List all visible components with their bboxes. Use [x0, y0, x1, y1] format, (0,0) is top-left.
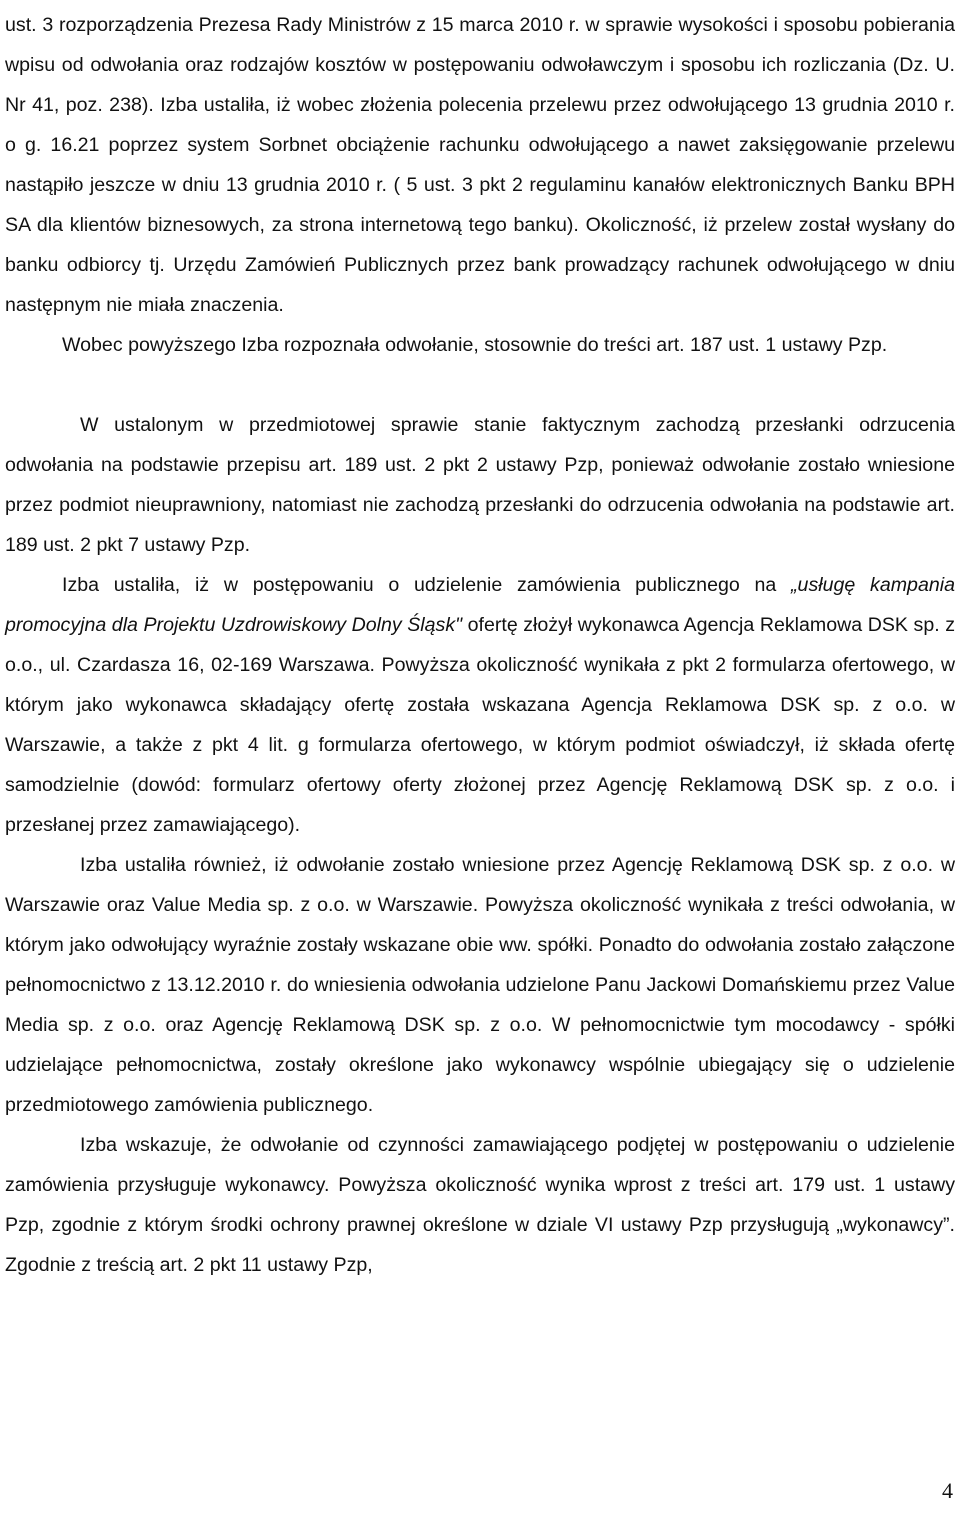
paragraph-offer-findings — [5, 565, 955, 845]
paragraph-appeal-findings: Izba ustaliła również, iż odwołanie zostało wniesione przez Agencję Reklamową DSK sp. z o.o. w Warszawie oraz Value Media sp. z o.o. w Warszawie. Powyższa okoliczność wynikała z treści odwołania, w którym jako odwołujący wyraźnie zostały wskazane obie ww. spółki. Ponadto do odwołania zostało załączone pełnomocnictwo z 13.12.2010 r. do wniesienia odwołania udzielone Panu Jackowi Domańskiemu przez Value Media sp. z o.o. oraz Agencję Reklamową DSK sp. z o.o. W pełnomocnictwie tym mocodawcy - spółki udzielające pełnomocnictwa, zostały określone jako wykonawcy wspólnie ubiegający się o udzielenie przedmiotowego zamówienia publicznego. — [5, 854, 955, 1116]
paragraph-legal-reasoning: Izba wskazuje, że odwołanie od czynności zamawiającego podjętej w postępowaniu o udzielenie zamówienia przysługuje wykonawcy. Powyższa okoliczność wynika wprost z treści art. 179 ust. 1 ustawy Pzp, zgodnie z którym środki ochrony prawnej określone w dziale VI ustawy Pzp przysługują „wykonawcy”. Zgodnie z treścią art. 2 pkt 11 ustawy Pzp, — [5, 1134, 955, 1276]
page-number: 4 — [942, 1478, 953, 1503]
document-page — [5, 0, 955, 1285]
paragraph-offer-findings-start: Izba ustaliła, iż w postępowaniu o udzielenie zamówienia publicznego na — [62, 574, 792, 596]
paragraph-grounds-for-rejection: W ustalonym w przedmiotowej sprawie stanie faktycznym zachodzą przesłanki odrzucenia odwołania na podstawie przepisu art. 189 ust. 2 pkt 2 ustawy Pzp, ponieważ odwołanie zostało wniesione przez podmiot nieuprawniony, natomiast nie zachodzą przesłanki do odrzucenia odwołania na podstawie art. 189 ust. 2 pkt 7 ustawy Pzp. — [5, 414, 955, 556]
contract-title-italic: „usługę kampania promocyjna dla Projektu Uzdrowiskowy Dolny Śląsk" — [5, 574, 955, 636]
paragraph-offer-findings-rest: ofertę złożył wykonawca Agencja Reklamowa DSK sp. z o.o., ul. Czardasza 16, 02-169 Warszawa. Powyższa okoliczność wynikała z pkt 2 formularza ofertowego, w którym jako wykonawca składający ofertę została wskazana Agencja Reklamowa DSK sp. z o.o. w Warszawie, a także z pkt 4 lit. g formularza ofertowego, w którym podmiot oświadczył, iż składa ofertę samodzielnie (dowód: formularz ofertowy oferty złożonej przez Agencję Reklamową DSK sp. z o.o. i przesłanej przez zamawiającego). — [5, 614, 955, 836]
paragraph-examination: Wobec powyższego Izba rozpoznała odwołanie, stosownie do treści art. 187 ust. 1 ustawy Pzp. — [62, 334, 888, 356]
paragraph-continuation: ust. 3 rozporządzenia Prezesa Rady Ministrów z 15 marca 2010 r. w sprawie wysokości i sposobu pobierania wpisu od odwołania oraz rodzajów kosztów w postępowaniu odwoławczym i sposobu ich rozliczania (Dz. U. Nr 41, poz. 238). Izba ustaliła, iż wobec złożenia polecenia przelewu przez odwołującego 13 grudnia 2010 r. o g. 16.21 poprzez system Sorbnet obciążenie rachunku odwołującego a nawet zaksięgowanie przelewu nastąpiło jeszcze w dniu 13 grudnia 2010 r. ( 5 ust. 3 pkt 2 regulaminu kanałów elektronicznych Banku BPH SA dla klientów biznesowych, za strona internetową tego banku). Okoliczność, iż przelew został wysłany do banku odbiorcy tj. Urzędu Zamówień Publicznych przez bank prowadzący rachunek odwołującego w dniu następnym nie miała znaczenia. — [5, 14, 955, 316]
